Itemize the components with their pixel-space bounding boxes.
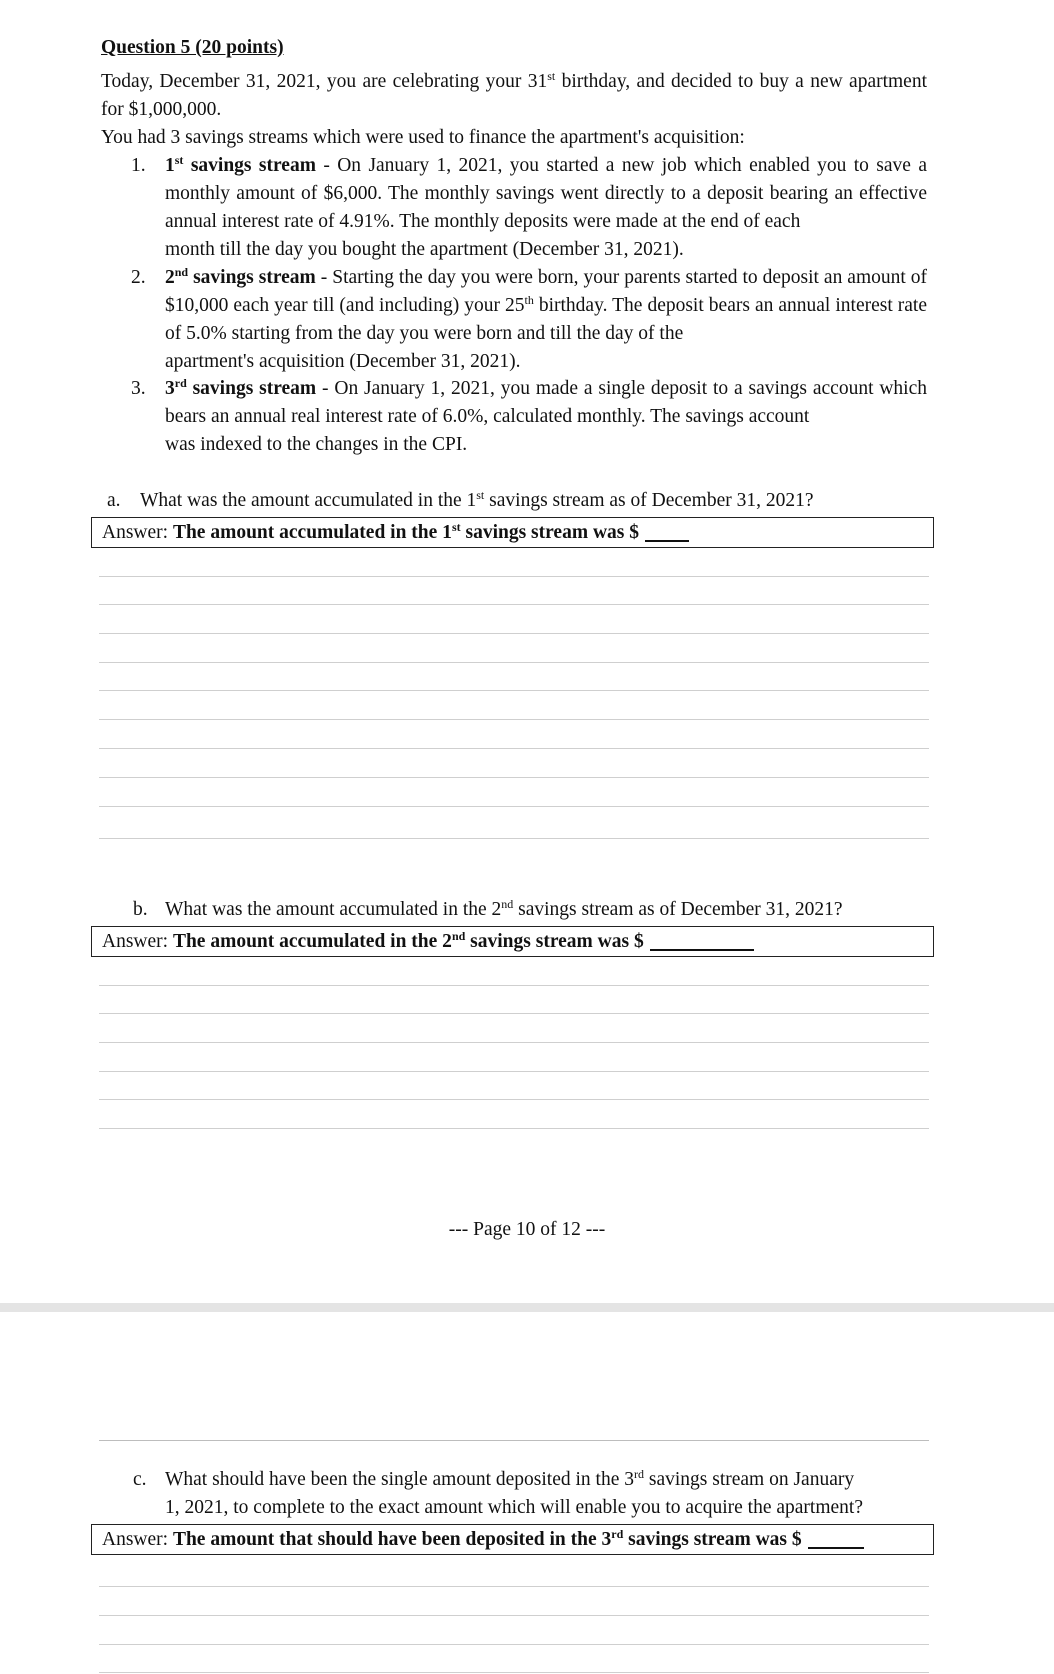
writing-line	[99, 777, 929, 778]
writing-line	[99, 719, 929, 720]
writing-line	[99, 604, 929, 605]
page-separator	[0, 1303, 1054, 1312]
part-b-answer-blank[interactable]	[650, 929, 754, 951]
question-intro: Today, December 31, 2021, you are celebrating your 31st birthday, and decided to buy a new apartment for $1,000,000.	[101, 69, 928, 120]
writing-line	[99, 1440, 929, 1441]
writing-line	[99, 633, 929, 634]
part-a-answer-blank[interactable]	[645, 520, 689, 542]
stream-item-2: 2. 2nd savings stream - Starting the day you were born, your parents started to deposit an amount of $10,000 each year till (and including) your 25th birthday. The deposit bears an annual interest rate of 5.0% starting from the day you were born and till the day of the apartment's acquisition (December 31, 2021).	[131, 265, 927, 372]
writing-line	[99, 662, 929, 663]
part-c-question: c. What should have been the single amount deposited in the 3rd savings stream on January 1, 2021, to complete to the exact amount which will enable you to acquire the apartment?	[133, 1467, 863, 1518]
writing-line	[99, 1586, 929, 1587]
part-c-answer-blank[interactable]	[808, 1527, 864, 1549]
writing-line	[99, 748, 929, 749]
part-c-answer-box[interactable]: Answer: The amount that should have been deposited in the 3rd savings stream was $	[91, 1524, 934, 1555]
question-intro-streams: You had 3 savings streams which were used to finance the apartment's acquisition:	[101, 127, 745, 148]
writing-line	[99, 1644, 929, 1645]
part-b-question: b. What was the amount accumulated in the 2nd savings stream as of December 31, 2021?	[133, 897, 843, 920]
stream-item-3: 3. 3rd savings stream - On January 1, 2021, you made a single deposit to a savings account which bears an annual real interest rate of 6.0%, calculated monthly. The savings account was indexed to the changes in the CPI.	[131, 376, 927, 455]
writing-line	[99, 1672, 929, 1673]
writing-line	[99, 576, 929, 577]
writing-line	[99, 1099, 929, 1100]
writing-line	[99, 1128, 929, 1129]
writing-line	[99, 985, 929, 986]
writing-line	[99, 1013, 929, 1014]
writing-line	[99, 838, 929, 839]
writing-line	[99, 690, 929, 691]
writing-line	[99, 1042, 929, 1043]
writing-line	[99, 1615, 929, 1616]
part-b-answer-box[interactable]: Answer: The amount accumulated in the 2nd savings stream was $	[91, 926, 934, 957]
page-footer: --- Page 10 of 12 ---	[448, 1219, 606, 1240]
question-title: Question 5 (20 points)	[101, 37, 284, 58]
part-a-question: a. What was the amount accumulated in the 1st savings stream as of December 31, 2021?	[107, 488, 814, 511]
writing-line	[99, 806, 929, 807]
part-a-answer-box[interactable]: Answer: The amount accumulated in the 1st savings stream was $	[91, 517, 934, 548]
writing-line	[99, 1071, 929, 1072]
stream-item-1: 1. 1st savings stream - On January 1, 2021, you started a new job which enabled you to save a monthly amount of $6,000. The monthly savings went directly to a deposit bearing an effective annual interest rate of 4.91%. The monthly deposits were made at the end of each month till the day you bought the apartment (December 31, 2021).	[131, 153, 927, 260]
